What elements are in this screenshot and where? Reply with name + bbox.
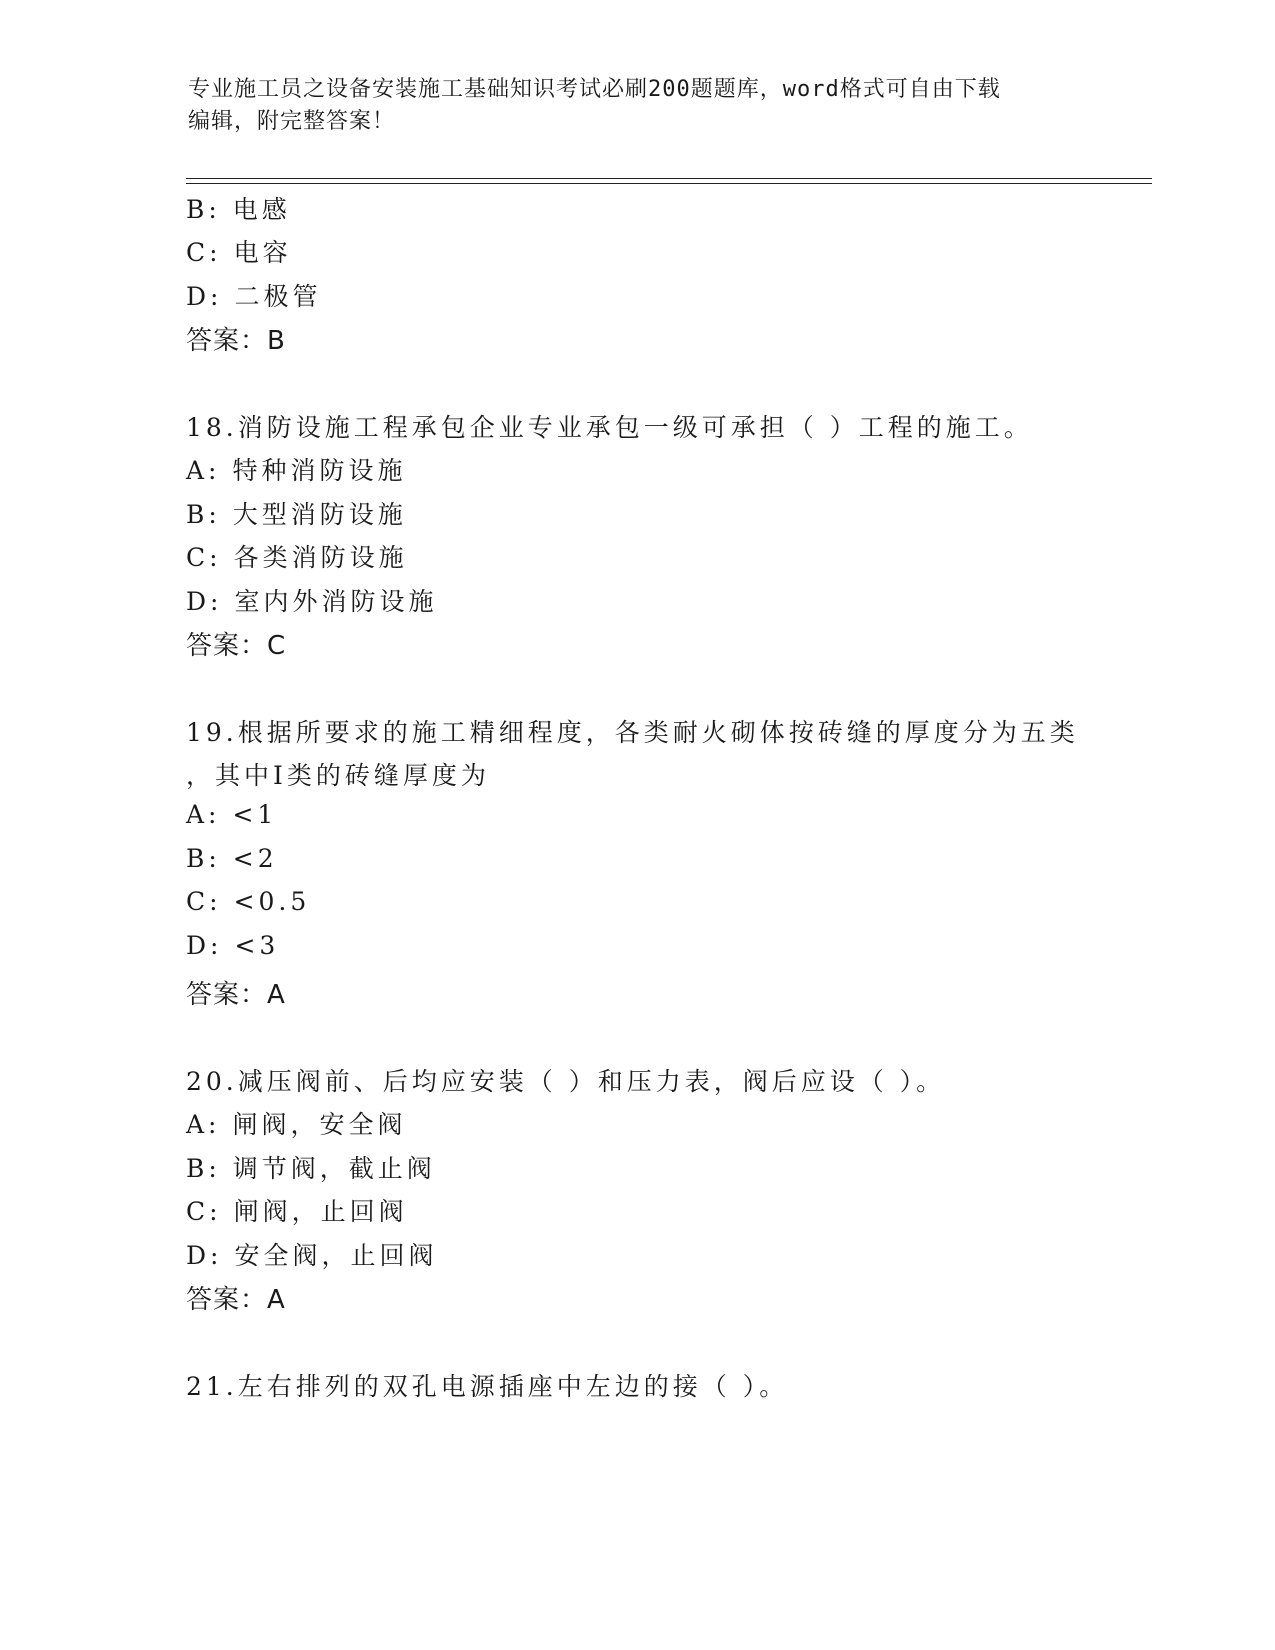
question-19-option-d bbox=[186, 931, 279, 960]
option-text: 闸阀，止回阀 bbox=[233, 1197, 408, 1226]
option-label: C: bbox=[186, 1197, 222, 1226]
option-text: 调节阀，截止阀 bbox=[232, 1154, 436, 1183]
question-20-option-b bbox=[186, 1149, 436, 1185]
option-text: 安全阀，止回阀 bbox=[234, 1241, 438, 1270]
option-label: B: bbox=[186, 195, 221, 224]
option-label: D: bbox=[186, 931, 223, 960]
question-20-option-a bbox=[186, 1105, 407, 1141]
question-19-option-b bbox=[186, 844, 278, 873]
question-18-option-a bbox=[186, 451, 407, 487]
option-text: 电感 bbox=[232, 195, 291, 224]
option-text: 各类消防设施 bbox=[233, 543, 408, 572]
option-text: <3 bbox=[234, 931, 280, 960]
option-label: D: bbox=[186, 1241, 223, 1270]
option-label: B: bbox=[186, 1154, 221, 1183]
question-19-option-a bbox=[186, 800, 277, 829]
header-title-line-1: 专业施工员之设备安装施工基础知识考试必刷200题题库，word格式可自由下载 bbox=[188, 77, 1001, 102]
answer-20: 答案：A bbox=[186, 1285, 286, 1315]
question-20-option-d bbox=[186, 1236, 437, 1272]
option-label: A: bbox=[186, 456, 221, 485]
question-21-stem: 21.左右排列的双孔电源插座中左边的接（ ）。 bbox=[186, 1372, 789, 1401]
question-19-stem-line-1: 19.根据所要求的施工精细程度，各类耐火砌体按砖缝的厚度分为五类 bbox=[186, 718, 1079, 747]
option-label: B: bbox=[186, 500, 221, 529]
header-divider-top bbox=[186, 178, 1152, 179]
question-18-option-c bbox=[186, 538, 408, 574]
answer-17: 答案：B bbox=[186, 326, 286, 356]
question-18-stem: 18.消防设施工程承包企业专业承包一级可承担（ ）工程的施工。 bbox=[186, 413, 1033, 442]
question-20-stem: 20.减压阀前、后均应安装（ ）和压力表，阀后应设（ ）。 bbox=[186, 1067, 946, 1096]
answer-18: 答案：C bbox=[186, 631, 287, 661]
option-c bbox=[186, 233, 292, 269]
answer-19: 答案：A bbox=[186, 980, 286, 1010]
option-text: 特种消防设施 bbox=[232, 456, 407, 485]
option-b bbox=[186, 190, 291, 226]
option-label: C: bbox=[186, 543, 222, 572]
option-text: 二极管 bbox=[234, 282, 322, 311]
option-label: D: bbox=[186, 282, 223, 311]
option-text: <0.5 bbox=[233, 887, 311, 916]
option-label: C: bbox=[186, 238, 222, 267]
question-18-option-d bbox=[186, 582, 437, 618]
option-d bbox=[186, 277, 321, 313]
question-20-option-c bbox=[186, 1192, 408, 1228]
option-label: B: bbox=[186, 844, 221, 873]
option-text: 电容 bbox=[233, 238, 292, 267]
question-19-option-c bbox=[186, 887, 310, 916]
option-text: 闸阀，安全阀 bbox=[232, 1110, 407, 1139]
option-text: <1 bbox=[232, 800, 278, 829]
option-label: C: bbox=[186, 887, 222, 916]
question-19-stem-line-2: ，其中Ⅰ类的砖缝厚度为 bbox=[186, 761, 490, 790]
header-divider-bottom bbox=[186, 183, 1152, 184]
option-label: A: bbox=[186, 800, 221, 829]
header-title-line-2: 编辑，附完整答案！ bbox=[188, 109, 396, 134]
option-label: A: bbox=[186, 1110, 221, 1139]
option-text: <2 bbox=[232, 844, 278, 873]
option-label: D: bbox=[186, 587, 223, 616]
option-text: 室内外消防设施 bbox=[234, 587, 438, 616]
question-18-option-b bbox=[186, 495, 407, 531]
option-text: 大型消防设施 bbox=[232, 500, 407, 529]
document-header bbox=[188, 74, 1068, 138]
